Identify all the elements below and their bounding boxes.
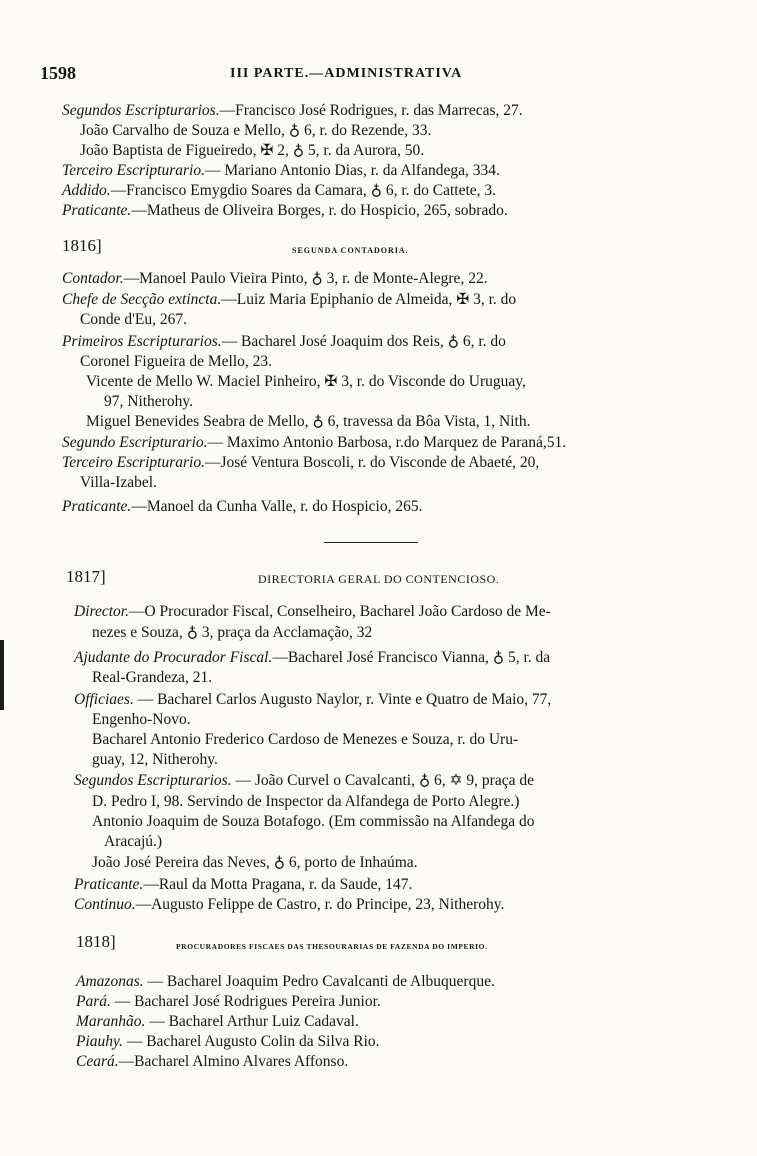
entry-line: Aracajú.)	[104, 833, 163, 850]
entry-line: Contador.—Manoel Paulo Vieira Pinto, ♁ 3, r. de Monte-Alegre, 22.	[62, 270, 488, 287]
entry-line: Praticante.—Manoel da Cunha Valle, r. do Hospicio, 265.	[62, 498, 423, 515]
section-title: SEGUNDA CONTADORIA.	[292, 246, 409, 255]
entry-line: Real-Grandeza, 21.	[92, 669, 213, 686]
entry-line: Bacharel Antonio Frederico Cardoso de Menezes e Souza, r. do Uru-	[92, 731, 519, 748]
entry-line: Segundo Escripturario.— Maximo Antonio Barbosa, r.do Marquez de Paraná,51.	[62, 434, 567, 451]
entry-line: Ajudante do Procurador Fiscal.—Bacharel José Francisco Vianna, ♁ 5, r. da	[74, 649, 551, 666]
entry-line: Miguel Benevides Seabra de Mello, ♁ 6, travessa da Bôa Vista, 1, Nith.	[86, 413, 531, 430]
entry-line: Director.—O Procurador Fiscal, Conselheiro, Bacharel João Cardoso de Me-	[74, 603, 551, 620]
entry-line: Engenho-Novo.	[92, 711, 191, 728]
entry-line: Villa-Izabel.	[80, 474, 157, 491]
entry-line: Continuo.—Augusto Felippe de Castro, r. do Principe, 23, Nitherohy.	[74, 896, 505, 913]
entry-line: Ceará.—Bacharel Almino Alvares Affonso.	[76, 1053, 349, 1070]
entry-line: Officiaes. — Bacharel Carlos Augusto Naylor, r. Vinte e Quatro de Maio, 77,	[74, 691, 552, 708]
page-number: 1598	[40, 63, 76, 83]
section-number: 1816]	[62, 236, 102, 255]
entry-line: 97, Nitherohy.	[104, 393, 193, 410]
section-number: 1817]	[66, 567, 106, 586]
entry-line: Terceiro Escripturario.— Mariano Antonio Dias, r. da Alfandega, 334.	[62, 162, 500, 179]
entry-line: D. Pedro I, 98. Servindo de Inspector da Alfandega de Porto Alegre.)	[92, 793, 520, 810]
scan-edge-mark	[0, 640, 4, 710]
entry-line: Addido.—Francisco Emygdio Soares da Camara, ♁ 6, r. do Cattete, 3.	[62, 182, 497, 199]
entry-line: guay, 12, Nitherohy.	[92, 751, 218, 768]
entry-line: João Baptista de Figueiredo, ✠ 2, ♁ 5, r. da Aurora, 50.	[80, 142, 425, 159]
entry-line: Conde d'Eu, 267.	[80, 311, 187, 328]
entry-line: Praticante.—Matheus de Oliveira Borges, r. do Hospicio, 265, sobrado.	[62, 202, 508, 219]
entry-line: Piauhy. — Bacharel Augusto Colin da Silva Rio.	[76, 1033, 380, 1050]
entry-line: Primeiros Escripturarios.— Bacharel José Joaquim dos Reis, ♁ 6, r. do	[62, 333, 506, 350]
entry-line: Chefe de Secção extincta.—Luiz Maria Epiphanio de Almeida, ✠ 3, r. do	[62, 291, 517, 308]
entry-line: nezes e Souza, ♁ 3, praça da Acclamação, 32	[92, 624, 373, 641]
entry-line: Pará. — Bacharel José Rodrigues Pereira Junior.	[76, 993, 381, 1010]
entry-line: Segundos Escripturarios. — João Curvel o Cavalcanti, ♁ 6, ✡ 9, praça de	[74, 772, 534, 789]
section-title: PROCURADORES FISCAES DAS THESOURARIAS DE FAZENDA DO IMPERIO.	[176, 942, 488, 951]
entry-line: Coronel Figueira de Mello, 23.	[80, 353, 272, 370]
section-divider	[324, 542, 418, 543]
running-title: III PARTE.—ADMINISTRATIVA	[230, 66, 463, 81]
entry-line: Amazonas. — Bacharel Joaquim Pedro Cavalcanti de Albuquerque.	[76, 973, 495, 990]
entry-line: João Carvalho de Souza e Mello, ♁ 6, r. do Rezende, 33.	[80, 122, 432, 139]
entry-line: Terceiro Escripturario.—José Ventura Boscoli, r. do Visconde de Abaeté, 20,	[62, 454, 540, 471]
entry-line: Maranhão. — Bacharel Arthur Luiz Cadaval.	[76, 1013, 359, 1030]
entry-line: Vicente de Mello W. Maciel Pinheiro, ✠ 3, r. do Visconde do Uruguay,	[86, 373, 526, 390]
section-title: DIRECTORIA GERAL DO CONTENCIOSO.	[258, 572, 500, 586]
entry-line: Praticante.—Raul da Motta Pragana, r. da Saude, 147.	[74, 876, 413, 893]
entry-line: Segundos Escripturarios.—Francisco José Rodrigues, r. das Marrecas, 27.	[62, 102, 523, 119]
entry-line: João José Pereira das Neves, ♁ 6, porto de Inhaúma.	[92, 854, 418, 871]
entry-line: Antonio Joaquim de Souza Botafogo. (Em commissão na Alfandega do	[92, 813, 535, 830]
section-number: 1818]	[76, 932, 116, 951]
